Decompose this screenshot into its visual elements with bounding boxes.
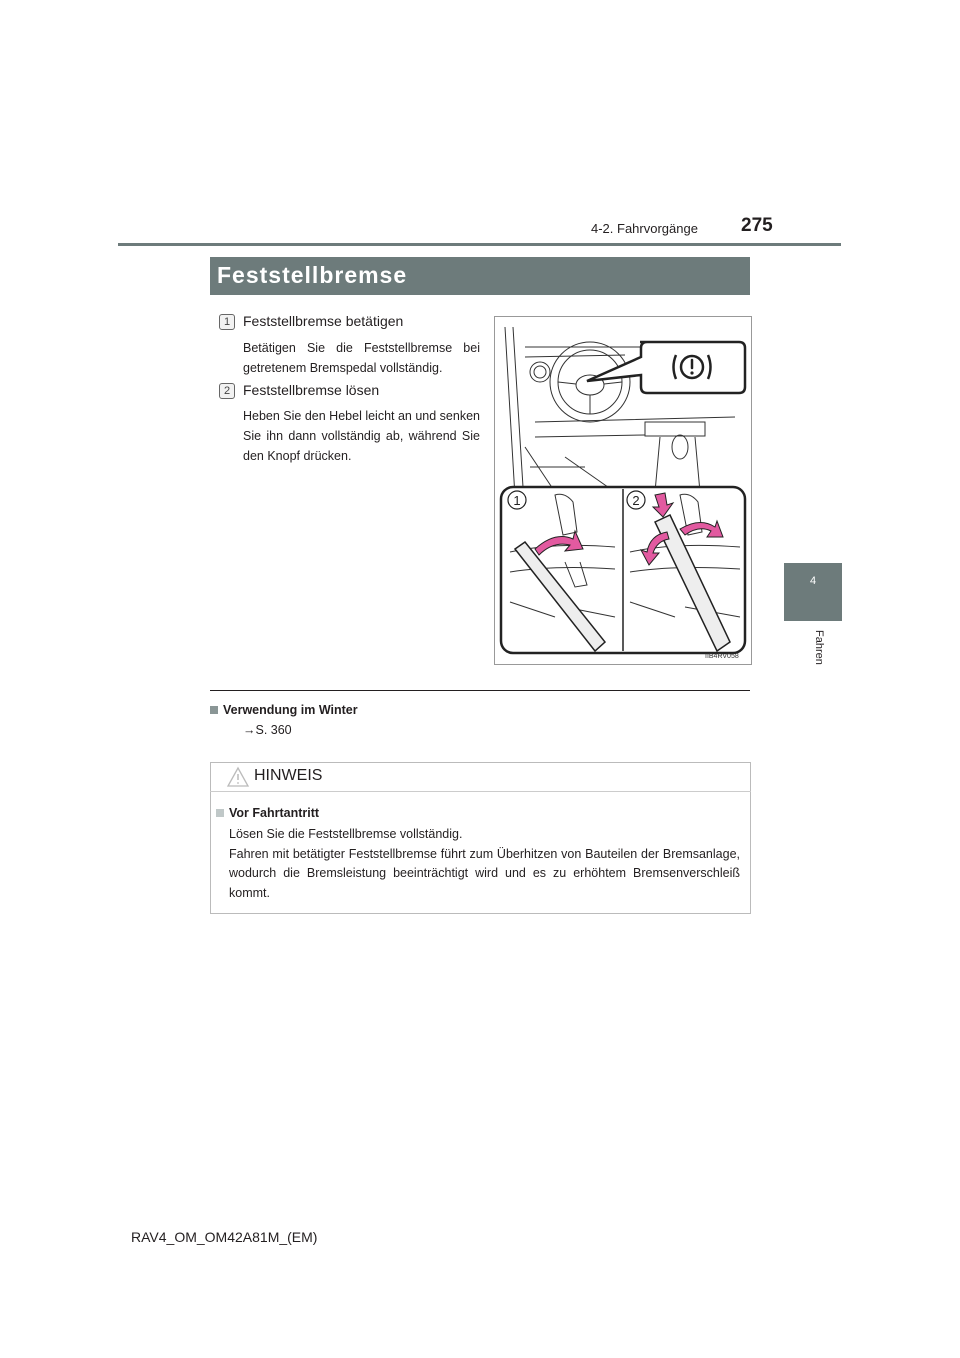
page-number: 275 — [741, 215, 773, 236]
figure-illustration — [495, 317, 751, 664]
step-2-badge: 2 — [219, 383, 235, 399]
footer-code: RAV4_OM_OM42A81M_(EM) — [131, 1229, 318, 1245]
step-2-text: Heben Sie den Hebel leicht an und senken Sie ihn dann vollständig ab, während Sie den Knopf drücken. — [243, 409, 480, 463]
section-divider — [210, 690, 750, 691]
bullet-square-icon — [210, 706, 218, 714]
inset-1-label: 1 — [513, 493, 521, 508]
parking-brake-figure — [494, 316, 752, 665]
chapter-tab — [784, 563, 842, 621]
notice-header-rule — [210, 791, 751, 792]
header-rule — [118, 243, 841, 246]
chapter-title: 4-2. Fahrvorgänge — [591, 221, 698, 236]
notice-subheading — [216, 806, 319, 820]
chapter-tab-label: Fahren — [813, 630, 825, 665]
notice-line-2: Fahren mit betätigter Feststellbremse führt zum Überhitzen von Bauteilen der Bremsanlage, wodurch die Bremsleistung beeinträchtigt wird und es zu erhöhtem Bremsenverschleiß kommt. — [229, 846, 740, 900]
winter-heading-text: Verwendung im Winter — [223, 703, 358, 717]
notice-body — [229, 825, 740, 903]
step-1-text: Betätigen Sie die Feststellbremse bei getretenem Bremspedal vollständig. — [243, 341, 480, 375]
notice-title: HINWEIS — [254, 767, 323, 784]
brake-warning-callout — [587, 342, 745, 393]
step-1-title: Feststellbremse betätigen — [243, 313, 404, 329]
bullet-square-icon — [216, 809, 224, 817]
inset-2-label: 2 — [632, 493, 640, 508]
notice-line-1: Lösen Sie die Feststellbremse vollständig. — [229, 827, 463, 841]
section-title: Feststellbremse — [217, 262, 408, 288]
step-1-badge: 1 — [219, 314, 235, 330]
warning-triangle-icon — [226, 766, 250, 788]
winter-heading — [210, 703, 358, 717]
figure-code: IIB4RV058 — [705, 653, 739, 660]
notice-subheading-text: Vor Fahrtantritt — [229, 806, 320, 820]
winter-reference-text: S. 360 — [255, 723, 292, 737]
winter-reference[interactable] — [243, 723, 292, 737]
arrow-right-icon: → — [243, 723, 256, 737]
step-2-title: Feststellbremse lösen — [243, 382, 380, 398]
chapter-tab-number: 4 — [809, 575, 817, 587]
